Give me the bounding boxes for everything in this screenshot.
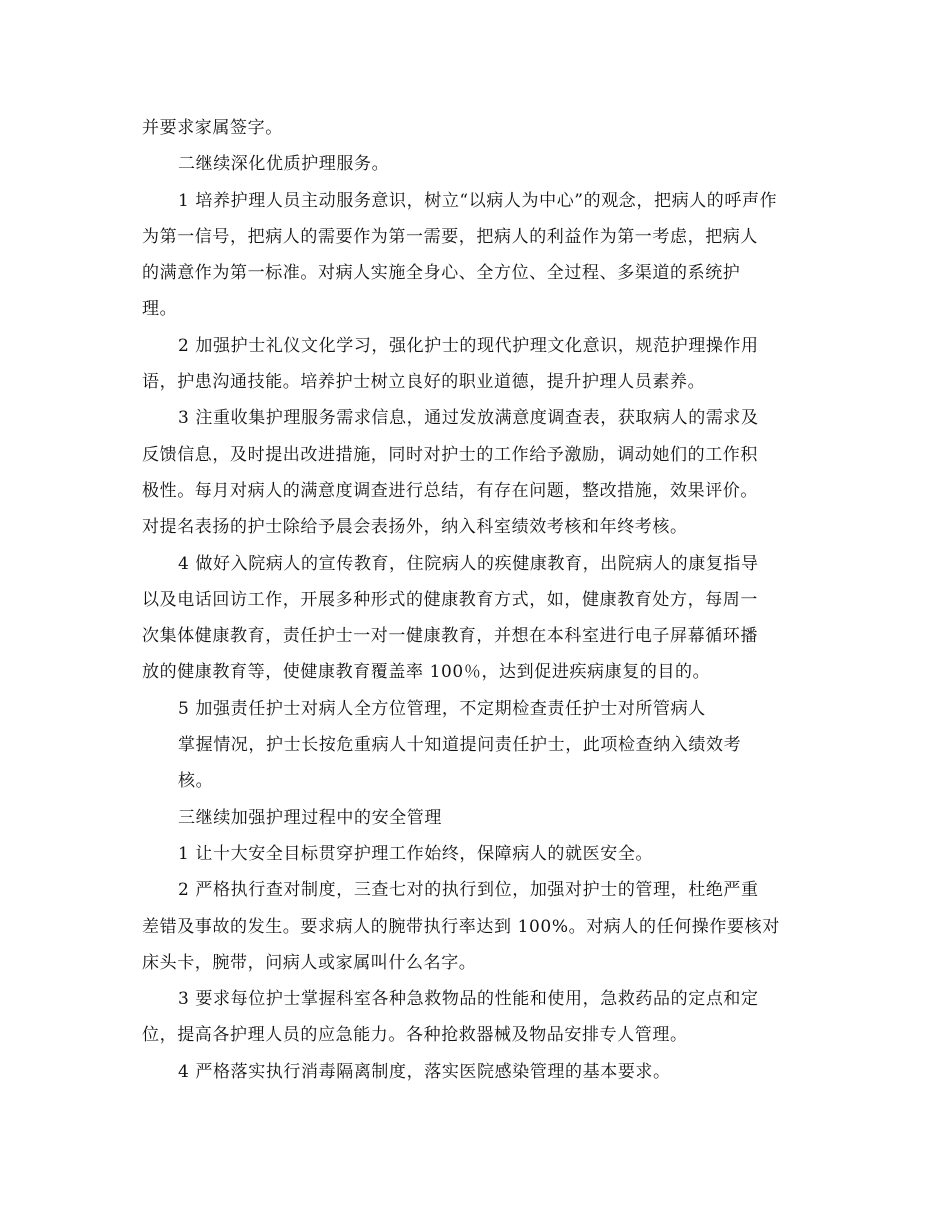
text-line: 位，提高各护理人员的应急能力。各种抢救器械及物品安排专人管理。 xyxy=(142,1025,688,1046)
text-line: 3 要求每位护士掌握科室各种急救物品的性能和使用，急救药品的定点和定 xyxy=(178,989,759,1010)
text-line: 差错及事故的发生。要求病人的腕带执行率达到 100%。对病人的任何操作要核对 xyxy=(142,916,780,937)
text-line: 三继续加强护理过程中的安全管理 xyxy=(178,807,442,828)
text-line: 反馈信息，及时提出改进措施，同时对护士的工作给予激励，调动她们的工作积 xyxy=(142,444,758,465)
text-line: 掌握情况，护士长按危重病人十知道提问责任护士，此项检查纳入绩效考 xyxy=(178,735,742,756)
text-line: 5 加强责任护士对病人全方位管理，不定期检查责任护士对所管病人 xyxy=(178,698,706,719)
text-line: 语，护患沟通技能。培养护士树立良好的职业道德，提升护理人员素养。 xyxy=(142,372,706,393)
text-line: 2 加强护士礼仪文化学习，强化护士的现代护理文化意识，规范护理操作用 xyxy=(178,335,759,356)
document-body xyxy=(142,110,812,1090)
text-line: 极性。每月对病人的满意度调查进行总结，有存在问题，整改措施，效果评价。 xyxy=(142,480,758,501)
text-line: 对提名表扬的护士除给予晨会表扬外，纳入科室绩效考核和年终考核。 xyxy=(142,517,688,538)
text-line: 次集体健康教育，责任护士一对一健康教育，并想在本科室进行电子屏幕循环播 xyxy=(142,626,758,647)
text-line: 4 严格落实执行消毒隔离制度，落实医院感染管理的基本要求。 xyxy=(178,1061,671,1082)
text-line: 1 让十大安全目标贯穿护理工作始终，保障病人的就医安全。 xyxy=(178,843,654,864)
text-line: 为第一信号，把病人的需要作为第一需要，把病人的利益作为第一考虑，把病人 xyxy=(142,226,758,247)
text-line: 核。 xyxy=(178,771,214,792)
text-line: 理。 xyxy=(142,299,178,320)
text-line: 放的健康教育等，使健康教育覆盖率 100％，达到促进疾病康复的目的。 xyxy=(142,662,711,683)
text-line: 的满意作为第一标准。对病人实施全身心、全方位、全过程、多渠道的系统护 xyxy=(142,263,741,284)
text-line: 并要求家属签字。 xyxy=(142,118,283,138)
text-line: 床头卡，腕带，问病人或家属叫什么名字。 xyxy=(142,952,477,973)
text-line: 以及电话回访工作，开展多种形式的健康教育方式，如，健康教育处方，每周一 xyxy=(142,589,758,610)
text-line: 4 做好入院病人的宣传教育，住院病人的疾健康教育，出院病人的康复指导 xyxy=(178,553,759,574)
text-line: 1 培养护理人员主动服务意识，树立“以病人为中心”的观念，把病人的呼声作 xyxy=(178,190,778,211)
text-line: 二继续深化优质护理服务。 xyxy=(178,154,390,175)
text-line: 2 严格执行查对制度，三查七对的执行到位，加强对护士的管理，杜绝严重 xyxy=(178,880,759,901)
text-line: 3 注重收集护理服务需求信息，通过发放满意度调查表，获取病人的需求及 xyxy=(178,408,759,429)
